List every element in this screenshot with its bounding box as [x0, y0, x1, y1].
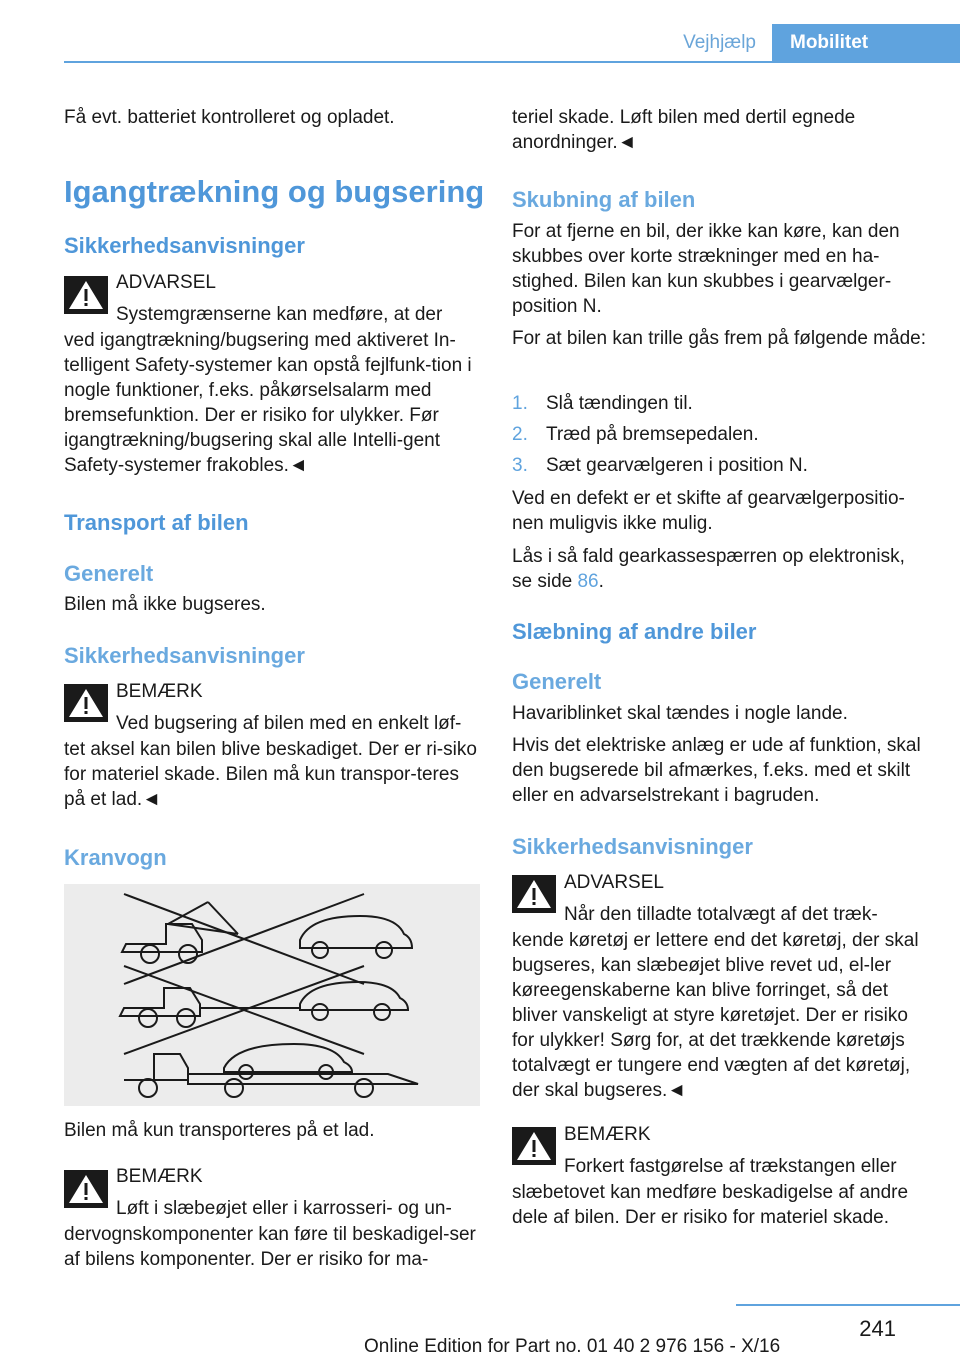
heading-general-left: Generelt	[64, 561, 154, 586]
heading-crane: Kranvogn	[64, 845, 167, 870]
electric-text: Hvis det elektriske anlæg er ude af funktion, skal den bugserede bil afmærkes, f.eks. med et skilt eller en advarselstrekant i bagruden.	[512, 735, 921, 806]
note-text-1: tet aksel kan bilen blive beskadiget. Der er ri-siko for materiel skade. Bilen må kun transpor-teres på et lad.◄	[64, 739, 477, 810]
warning-triangle-icon	[512, 1127, 556, 1165]
edition-text: Online Edition for Part no. 01 40 2 976 156 - X/16	[364, 1336, 781, 1357]
step-number: 2.	[512, 424, 528, 445]
warning-triangle-icon	[64, 276, 108, 314]
page-link-86[interactable]: 86	[577, 571, 599, 592]
heading-push: Skubning af bilen	[512, 187, 696, 212]
no-tow-text: Bilen må ikke bugseres.	[64, 594, 266, 615]
warning-label-1: ADVARSEL	[116, 272, 216, 293]
note-text-1-first: Ved bugsering af bilen med en enkelt løf-	[116, 713, 462, 734]
section-title-towing: Igangtrækning og bugsering	[64, 174, 485, 209]
note-text-2: dervognskomponenter kan føre til beskadigel-ser af bilens komponenter. Der er risiko for ma-	[64, 1224, 476, 1270]
heading-safety-1: Sikkerhedsanvisninger	[64, 233, 305, 258]
note-text-3: slæbetovet kan medføre beskadigelse af andre dele af bilen. Der er risiko for materiel skade.	[512, 1182, 909, 1228]
heading-transport: Transport af bilen	[64, 510, 249, 535]
warning-text-2: kende køretøj er lettere end det køretøj, der skal bugseres, kan slæbeøjet blive revet ud, el-ler køreegenskaberne kan blive forringet, så det bliver vanskeligt at styre køretøjet. Der er risiko for ulykker! Sørg for, at det trækkende køretøjs totalvægt er tungere end vægten af det køretøj, der skal bugseres.◄	[512, 930, 919, 1101]
lock-text	[512, 544, 928, 594]
step-text: Træd på bremsepedalen.	[546, 424, 759, 445]
note-text-2-first: Løft i slæbeøjet eller i karrosseri- og un-	[116, 1198, 452, 1219]
warning-triangle-icon	[64, 1170, 108, 1208]
heading-general-right: Generelt	[512, 669, 602, 694]
towing-illustration	[64, 884, 480, 1106]
warning-text-2-first: Når den tilladte totalvægt af det træk-	[564, 904, 878, 925]
roll-text: For at bilen kan trille gås frem på følgende måde:	[512, 328, 926, 349]
header-divider	[64, 61, 960, 63]
steps-list	[512, 391, 928, 478]
warning-triangle-icon	[512, 875, 556, 913]
push-text: For at fjerne en bil, der ikke kan køre, kan den skubbes over korte strækninger med en ha-stighed. Bilen kan kun skubbes i gearvælger-position N.	[512, 221, 900, 317]
step-number: 1.	[512, 393, 528, 414]
note-label-3: BEMÆRK	[564, 1124, 651, 1145]
footer-divider	[736, 1304, 960, 1306]
lock-text-b: .	[598, 571, 604, 592]
defect-text: Ved en defekt er et skifte af gearvælgerpositio-nen muligvis ikke mulig.	[512, 488, 905, 534]
heading-safety-3: Sikkerhedsanvisninger	[512, 834, 753, 859]
warning-triangle-icon	[64, 684, 108, 722]
heading-safety-2: Sikkerhedsanvisninger	[64, 643, 305, 668]
warning-text-1: ved igangtrækning/bugsering med aktiveret In-telligent Safety-systemer kan opstå fejlfunk-tion i nogle funktioner, f.eks. påkørselsalarm med bremsefunktion. Der er risiko for ulykker. Før igangtrækning/bugsering skal alle Intelli-gent Safety-systemer frakobles.◄	[64, 330, 472, 476]
header-tabs	[667, 24, 960, 62]
note-text-3-first: Forkert fastgørelse af trækstangen eller	[564, 1156, 897, 1177]
hazard-text: Havariblinket skal tændes i nogle lande.	[512, 703, 848, 724]
page-number: 241	[859, 1316, 896, 1341]
caption-text: Bilen må kun transporteres på et lad.	[64, 1120, 375, 1141]
note-label-1: BEMÆRK	[116, 681, 203, 702]
intro-text: Få evt. batteriet kontrolleret og opladet.	[64, 107, 395, 128]
step-text: Sæt gearvælgeren i position N.	[546, 455, 808, 476]
warning-text-1-first: Systemgrænserne kan medføre, at der	[116, 304, 443, 325]
continued-text: teriel skade. Løft bilen med dertil egnede anordninger.◄	[512, 107, 856, 153]
step-number: 3.	[512, 455, 528, 476]
warning-label-2: ADVARSEL	[564, 872, 664, 893]
step-text: Slå tændingen til.	[546, 393, 693, 414]
lock-text-a: Lås i så fald gearkassespærren op elektronisk, se side	[512, 546, 905, 592]
tab-vejhjaelp[interactable]: Vejhjælp	[667, 24, 772, 62]
heading-tow-other: Slæbning af andre biler	[512, 619, 757, 644]
note-label-2: BEMÆRK	[116, 1166, 203, 1187]
list-item	[512, 391, 928, 416]
tab-mobilitet[interactable]: Mobilitet	[772, 24, 960, 62]
list-item	[512, 453, 928, 478]
list-item	[512, 422, 928, 447]
